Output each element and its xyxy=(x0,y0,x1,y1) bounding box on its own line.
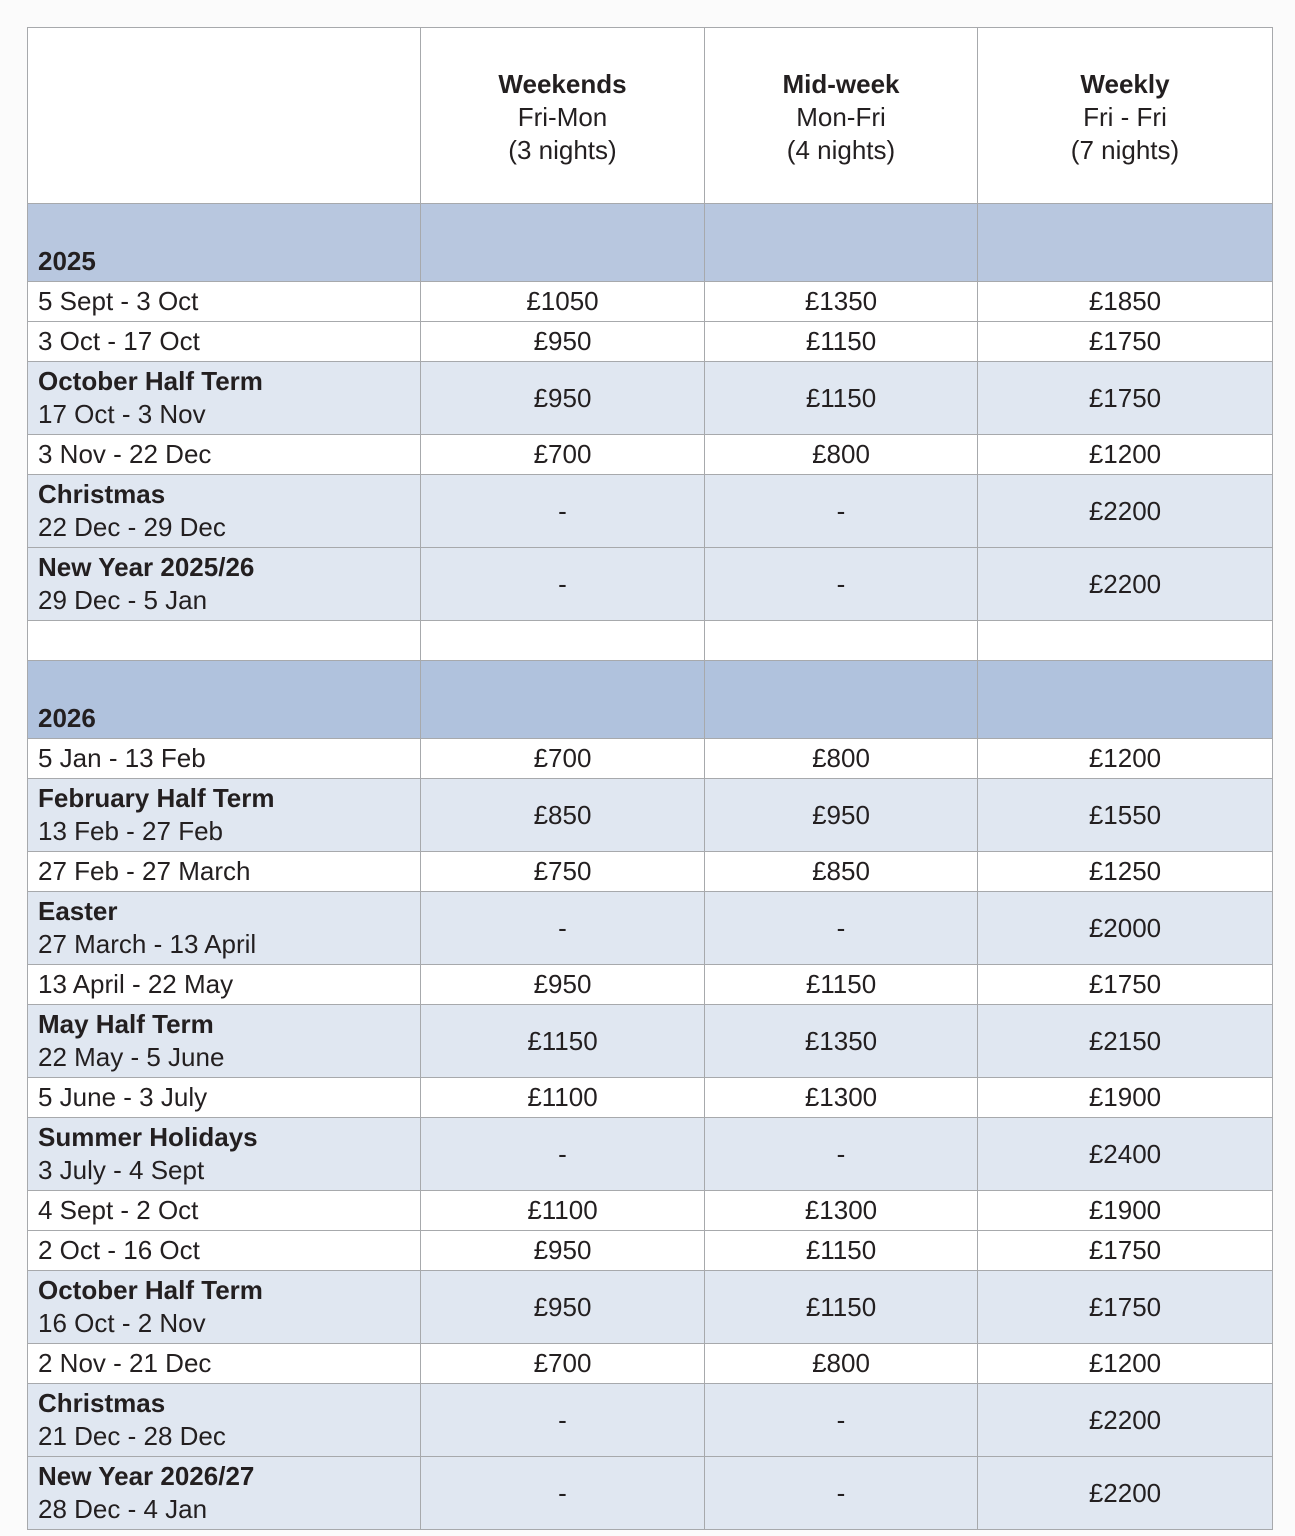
price-weekends: £950 xyxy=(421,965,705,1005)
price-midweek: £1150 xyxy=(705,1271,978,1344)
period-cell xyxy=(28,1457,421,1530)
period-cell xyxy=(28,1384,421,1457)
price-midweek: £1350 xyxy=(705,282,978,322)
price-weekends: £700 xyxy=(421,1344,705,1384)
year-band-cell xyxy=(421,661,705,739)
year-band-cell xyxy=(978,204,1273,282)
spacer-cell xyxy=(421,621,705,661)
price-midweek: £1150 xyxy=(705,1231,978,1271)
year-label: 2026 xyxy=(28,661,421,739)
price-weekly: £1750 xyxy=(978,1271,1273,1344)
period-row xyxy=(28,1344,1273,1384)
period-dates: 27 March - 13 April xyxy=(38,929,257,959)
price-weekly: £1200 xyxy=(978,1344,1273,1384)
price-weekends: - xyxy=(421,1384,705,1457)
period-cell xyxy=(28,435,421,475)
price-weekends: - xyxy=(421,548,705,621)
price-weekly: £1750 xyxy=(978,322,1273,362)
price-midweek: £800 xyxy=(705,739,978,779)
price-weekends: £950 xyxy=(421,1231,705,1271)
price-weekly: £2200 xyxy=(978,475,1273,548)
price-midweek: £1150 xyxy=(705,965,978,1005)
price-midweek: - xyxy=(705,892,978,965)
spacer-row xyxy=(28,621,1273,661)
period-row xyxy=(28,739,1273,779)
header-weekly xyxy=(978,28,1273,204)
column-days-weekly: Fri - Fri xyxy=(1083,102,1167,132)
price-weekends: - xyxy=(421,1118,705,1191)
price-midweek: £950 xyxy=(705,779,978,852)
header-midweek xyxy=(705,28,978,204)
price-midweek: £800 xyxy=(705,1344,978,1384)
price-weekly: £2150 xyxy=(978,1005,1273,1078)
holiday-period-row xyxy=(28,1457,1273,1530)
period-name: Christmas xyxy=(38,479,166,509)
price-weekly: £2200 xyxy=(978,1457,1273,1530)
column-title-weekly: Weekly xyxy=(1080,69,1170,99)
period-dates: 3 Nov - 22 Dec xyxy=(38,439,212,469)
price-weekly: £2200 xyxy=(978,1384,1273,1457)
column-nights-weekly: (7 nights) xyxy=(1070,135,1180,165)
period-cell xyxy=(28,1231,421,1271)
price-weekends: £1100 xyxy=(421,1191,705,1231)
price-midweek: £1150 xyxy=(705,362,978,435)
year-band-cell xyxy=(705,204,978,282)
year-label: 2025 xyxy=(28,204,421,282)
spacer-cell xyxy=(978,621,1273,661)
period-dates: 16 Oct - 2 Nov xyxy=(38,1308,206,1338)
period-cell xyxy=(28,1344,421,1384)
price-weekly: £2400 xyxy=(978,1118,1273,1191)
period-dates: 29 Dec - 5 Jan xyxy=(38,585,208,615)
period-dates: 17 Oct - 3 Nov xyxy=(38,399,206,429)
price-weekends: £950 xyxy=(421,1271,705,1344)
price-midweek: - xyxy=(705,475,978,548)
period-cell xyxy=(28,1005,421,1078)
header-weekends xyxy=(421,28,705,204)
price-midweek: £1300 xyxy=(705,1078,978,1118)
year-band-cell xyxy=(705,661,978,739)
price-midweek: £850 xyxy=(705,852,978,892)
period-row xyxy=(28,1078,1273,1118)
period-cell xyxy=(28,1078,421,1118)
period-dates: 21 Dec - 28 Dec xyxy=(38,1421,226,1451)
period-name: October Half Term xyxy=(38,366,263,396)
holiday-period-row xyxy=(28,548,1273,621)
period-row xyxy=(28,435,1273,475)
holiday-period-row xyxy=(28,1271,1273,1344)
price-weekends: £750 xyxy=(421,852,705,892)
price-midweek: £800 xyxy=(705,435,978,475)
year-band-cell xyxy=(978,661,1273,739)
holiday-period-row xyxy=(28,1384,1273,1457)
period-cell xyxy=(28,548,421,621)
pricing-table xyxy=(27,27,1273,1530)
price-weekends: - xyxy=(421,892,705,965)
spacer-cell xyxy=(28,621,421,661)
price-midweek: - xyxy=(705,1118,978,1191)
column-days-weekends: Fri-Mon xyxy=(517,102,608,132)
price-weekends: £850 xyxy=(421,779,705,852)
period-name: October Half Term xyxy=(38,1275,263,1305)
period-name: February Half Term xyxy=(38,783,275,813)
price-weekends: £1150 xyxy=(421,1005,705,1078)
price-weekends: £700 xyxy=(421,435,705,475)
header-empty-cell xyxy=(28,28,421,204)
period-row xyxy=(28,1231,1273,1271)
holiday-period-row xyxy=(28,475,1273,548)
price-weekends: £1100 xyxy=(421,1078,705,1118)
price-midweek: £1150 xyxy=(705,322,978,362)
period-name: New Year 2025/26 xyxy=(38,552,255,582)
year-row xyxy=(28,204,1273,282)
period-name: Summer Holidays xyxy=(38,1122,258,1152)
period-name: May Half Term xyxy=(38,1009,214,1039)
holiday-period-row xyxy=(28,1118,1273,1191)
period-cell xyxy=(28,892,421,965)
holiday-period-row xyxy=(28,1005,1273,1078)
period-dates: 2 Oct - 16 Oct xyxy=(38,1235,200,1265)
price-weekends: £950 xyxy=(421,322,705,362)
period-row xyxy=(28,852,1273,892)
holiday-period-row xyxy=(28,892,1273,965)
price-weekends: - xyxy=(421,475,705,548)
period-cell xyxy=(28,965,421,1005)
header-row xyxy=(28,28,1273,204)
period-dates: 4 Sept - 2 Oct xyxy=(38,1195,199,1225)
period-row xyxy=(28,282,1273,322)
period-name: New Year 2026/27 xyxy=(38,1461,255,1491)
spacer-cell xyxy=(705,621,978,661)
price-weekly: £1750 xyxy=(978,965,1273,1005)
price-midweek: £1300 xyxy=(705,1191,978,1231)
period-dates: 5 Sept - 3 Oct xyxy=(38,286,199,316)
period-cell xyxy=(28,362,421,435)
period-cell xyxy=(28,282,421,322)
period-dates: 3 July - 4 Sept xyxy=(38,1155,205,1185)
period-name: Easter xyxy=(38,896,118,926)
period-row xyxy=(28,1191,1273,1231)
period-dates: 2 Nov - 21 Dec xyxy=(38,1348,212,1378)
holiday-period-row xyxy=(28,779,1273,852)
period-cell xyxy=(28,1118,421,1191)
period-row xyxy=(28,965,1273,1005)
period-cell xyxy=(28,1271,421,1344)
period-dates: 5 June - 3 July xyxy=(38,1082,208,1112)
price-weekly: £1550 xyxy=(978,779,1273,852)
column-title-midweek: Mid-week xyxy=(782,69,900,99)
column-nights-midweek: (4 nights) xyxy=(786,135,896,165)
period-name: Christmas xyxy=(38,1388,166,1418)
period-cell xyxy=(28,779,421,852)
period-dates: 22 Dec - 29 Dec xyxy=(38,512,226,542)
price-weekly: £2000 xyxy=(978,892,1273,965)
price-weekly: £1850 xyxy=(978,282,1273,322)
period-row xyxy=(28,322,1273,362)
period-cell xyxy=(28,739,421,779)
price-weekends: £700 xyxy=(421,739,705,779)
column-title-weekends: Weekends xyxy=(498,69,627,99)
year-row xyxy=(28,661,1273,739)
pricing-table-body xyxy=(28,204,1273,1530)
price-weekends: £950 xyxy=(421,362,705,435)
period-dates: 5 Jan - 13 Feb xyxy=(38,743,206,773)
column-nights-weekends: (3 nights) xyxy=(508,135,617,165)
period-dates: 3 Oct - 17 Oct xyxy=(38,326,200,356)
column-days-midweek: Mon-Fri xyxy=(796,102,886,132)
price-weekly: £2200 xyxy=(978,548,1273,621)
year-band-cell xyxy=(421,204,705,282)
price-weekly: £1900 xyxy=(978,1191,1273,1231)
price-weekly: £1200 xyxy=(978,435,1273,475)
period-cell xyxy=(28,475,421,548)
period-cell xyxy=(28,852,421,892)
price-weekly: £1750 xyxy=(978,362,1273,435)
price-midweek: - xyxy=(705,1457,978,1530)
price-weekly: £1200 xyxy=(978,739,1273,779)
period-cell xyxy=(28,1191,421,1231)
period-dates: 22 May - 5 June xyxy=(38,1042,225,1072)
price-weekly: £1750 xyxy=(978,1231,1273,1271)
period-dates: 27 Feb - 27 March xyxy=(38,856,251,886)
period-dates: 13 Feb - 27 Feb xyxy=(38,816,223,846)
price-weekly: £1900 xyxy=(978,1078,1273,1118)
period-dates: 28 Dec - 4 Jan xyxy=(38,1494,208,1524)
price-midweek: - xyxy=(705,1384,978,1457)
price-weekends: - xyxy=(421,1457,705,1530)
price-midweek: - xyxy=(705,548,978,621)
holiday-period-row xyxy=(28,362,1273,435)
price-midweek: £1350 xyxy=(705,1005,978,1078)
period-cell xyxy=(28,322,421,362)
price-weekly: £1250 xyxy=(978,852,1273,892)
period-dates: 13 April - 22 May xyxy=(38,969,234,999)
price-weekends: £1050 xyxy=(421,282,705,322)
